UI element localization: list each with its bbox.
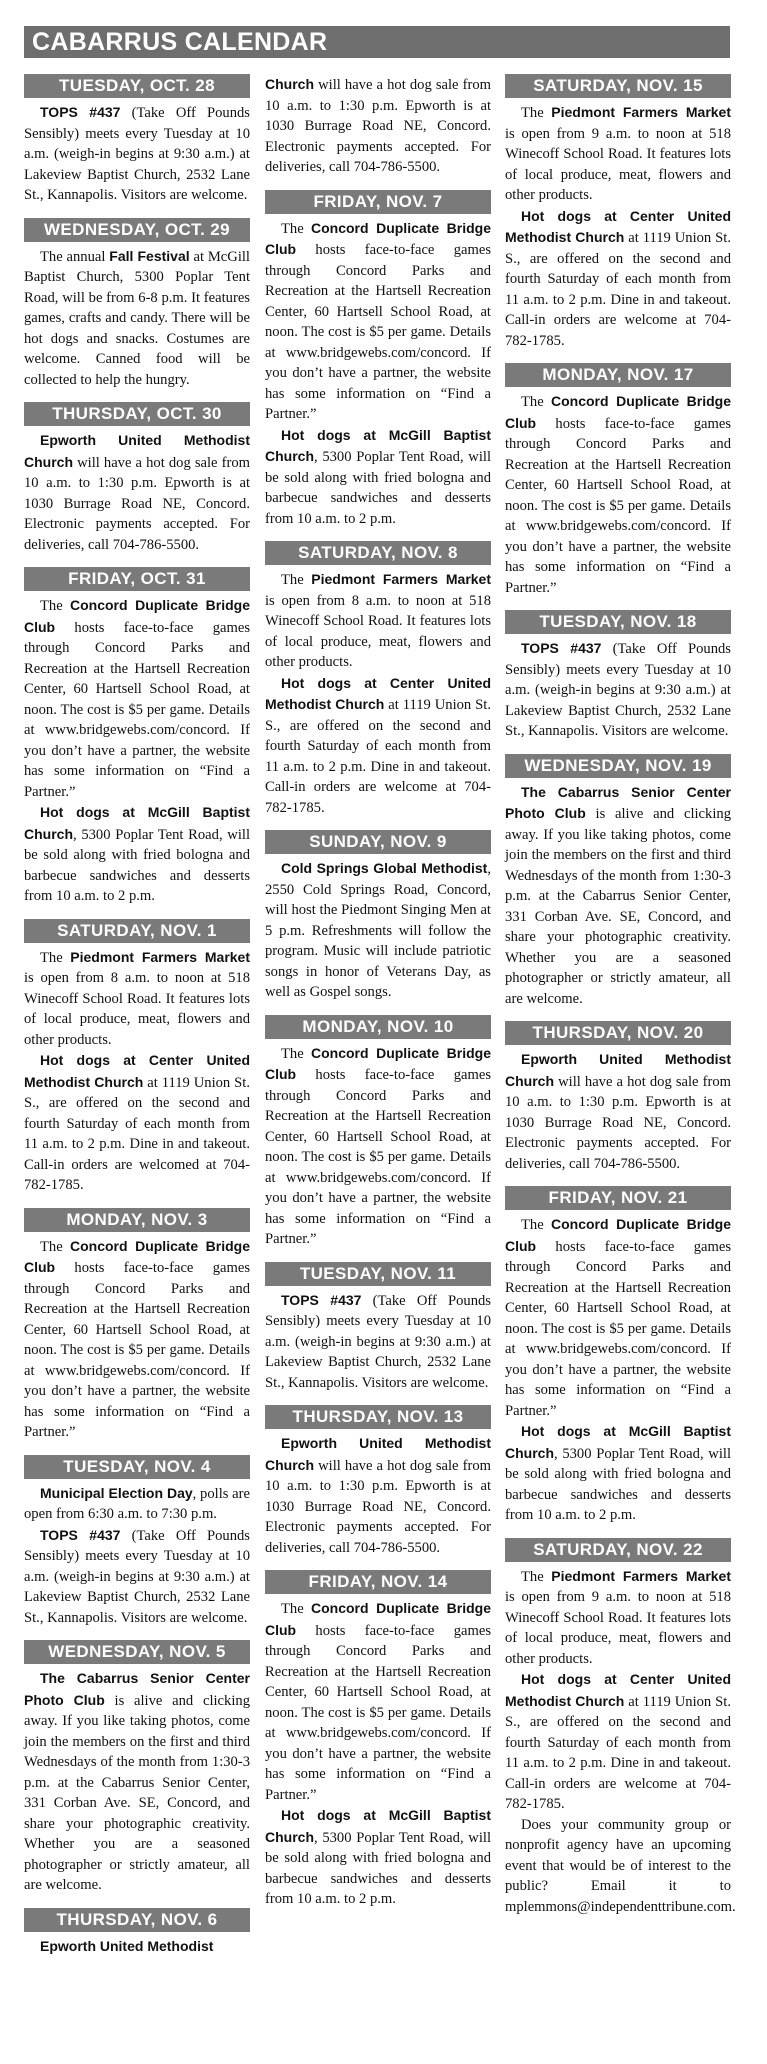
event-paragraph xyxy=(24,802,250,907)
day-heading: FRIDAY, NOV. 21 xyxy=(505,1186,731,1210)
event-details: hosts face-to-face games through Concord Parks and Recreation at the Hartsell Recreation Center, 60 Hartsell School Road, at noon. The cost is $5 per game. Details at www.bridgewebs.com/concord. If you don’t have a partner, the website has some information on “Find a Partner.” xyxy=(24,619,250,800)
event-name: Concord Duplicate Bridge Club xyxy=(265,1044,491,1082)
event-paragraph xyxy=(24,1483,250,1525)
event-name: Concord Duplicate Bridge Club xyxy=(265,219,491,257)
event-lead-text: The xyxy=(40,1238,70,1255)
calendar-entry xyxy=(24,919,250,1196)
calendar-masthead: CABARRUS CALENDAR xyxy=(24,26,730,58)
event-name: Concord Duplicate Bridge Club xyxy=(265,1600,491,1638)
day-heading: THURSDAY, NOV. 20 xyxy=(505,1021,731,1045)
event-name: Piedmont Farmers Market xyxy=(551,104,731,120)
calendar-entry xyxy=(265,1262,491,1394)
event-details: at McGill Baptist Church, 5300 Poplar Tent Road, will be from 6-8 p.m. It features games, crafts and candy. There will be hot dogs and snacks. Costumes are welcome. Canned food will be collected to help the hungry. xyxy=(24,248,250,388)
event-name: Hot dogs at Center United Methodist Church xyxy=(265,674,491,712)
calendar-entry xyxy=(24,1908,250,1958)
day-heading: FRIDAY, NOV. 14 xyxy=(265,1570,491,1594)
event-details: at 1119 Union St. S., are offered on the second and fourth Saturday of each month from 11 a.m. to 2 p.m. Dine in and takeout. Call-in orders are welcome at 704-782-1785. xyxy=(505,1693,731,1812)
day-heading: MONDAY, NOV. 3 xyxy=(24,1208,250,1232)
event-details: will have a hot dog sale from 10 a.m. to 1:30 p.m. Epworth is at 1030 Burrage Road NE, Concord. Electronic payments accepted. For deliveries, call 704-786-5500. xyxy=(505,1073,731,1172)
event-name: Municipal Election Day xyxy=(40,1484,193,1501)
event-lead-text: The annual xyxy=(40,248,110,265)
day-heading: FRIDAY, NOV. 7 xyxy=(265,190,491,214)
event-paragraph xyxy=(265,1433,491,1558)
event-lead-text: The xyxy=(40,598,70,614)
event-paragraph xyxy=(24,1525,250,1629)
event-lead-text: The xyxy=(521,105,552,121)
event-paragraph xyxy=(265,74,491,178)
day-heading: THURSDAY, NOV. 13 xyxy=(265,1405,491,1429)
event-paragraph xyxy=(24,430,250,555)
column-2 xyxy=(265,74,491,1922)
calendar-entry xyxy=(505,754,731,1010)
event-name: Hot dogs at McGill Baptist Church xyxy=(505,1423,731,1461)
event-paragraph xyxy=(24,1668,250,1896)
event-name: Church xyxy=(265,76,314,92)
calendar-entry xyxy=(505,1021,731,1174)
event-name: Piedmont Farmers Market xyxy=(551,1567,731,1584)
day-heading: SATURDAY, NOV. 15 xyxy=(505,74,731,98)
event-lead-text: The xyxy=(281,1045,311,1062)
event-details: at 1119 Union St. S., are offered on the second and fourth Saturday of each month from 11 a.m. to 2 p.m. Dine in and takeout. Call-in orders are welcomed at 704-782-1785. xyxy=(24,1074,250,1193)
day-heading: WEDNESDAY, NOV. 19 xyxy=(505,754,731,778)
day-heading: TUESDAY, OCT. 28 xyxy=(24,74,250,98)
event-paragraph xyxy=(505,1815,736,1918)
day-heading: SUNDAY, NOV. 9 xyxy=(265,830,491,854)
event-paragraph xyxy=(265,218,491,425)
event-details: at 1119 Union St. S., are offered on the second and fourth Saturday of each month from 11 a.m. to 2 p.m. Dine in and takeout. Call-in orders are welcome at 704-782-1785. xyxy=(505,230,731,349)
calendar-entry xyxy=(265,1570,491,1910)
calendar-entry xyxy=(265,541,491,818)
event-lead-text: The xyxy=(521,1217,551,1233)
event-paragraph xyxy=(505,1214,731,1421)
event-paragraph xyxy=(265,1290,491,1394)
event-paragraph xyxy=(505,1421,731,1526)
event-name: Hot dogs at McGill Baptist Church xyxy=(265,1807,491,1845)
event-name: Hot dogs at McGill Baptist Church xyxy=(24,804,250,842)
event-name: Concord Duplicate Bridge Club xyxy=(24,597,250,635)
calendar-entry xyxy=(24,74,250,206)
event-details: , 5300 Poplar Tent Road, will be sold along with fried bologna and barbecue sandwiches and desserts from 10 a.m. to 2 p.m. xyxy=(24,826,250,904)
event-details: hosts face-to-face games through Concord Parks and Recreation at the Hartsell Recreation Center, 60 Hartsell School Road, at noon. The cost is $5 per game. Details at www.bridgewebs.com/concord. If you don’t have a partner, the website has some information on “Find a Partner.” xyxy=(505,415,731,596)
event-name: TOPS #437 xyxy=(40,1526,121,1543)
calendar-entry xyxy=(24,567,250,907)
calendar-entry xyxy=(24,1640,250,1896)
event-details: is open from 8 a.m. to noon at 518 Winecoff School Road. It features lots of local produce, meat, flowers and other products. xyxy=(265,592,491,670)
column-1 xyxy=(24,74,250,1969)
event-name: Hot dogs at Center United Methodist Church xyxy=(505,207,731,245)
event-paragraph xyxy=(265,425,491,530)
calendar-entry xyxy=(265,190,491,530)
event-paragraph xyxy=(24,1936,250,1958)
event-name: TOPS #437 xyxy=(521,640,602,656)
event-paragraph xyxy=(24,1050,250,1196)
event-details: is open from 8 a.m. to noon at 518 Winecoff School Road. It features lots of local produce, meat, flowers and other products. xyxy=(24,970,250,1048)
day-heading: WEDNESDAY, OCT. 29 xyxy=(24,218,250,242)
event-name: Hot dogs at McGill Baptist Church xyxy=(265,426,491,464)
event-paragraph xyxy=(505,102,731,206)
event-name: Epworth United Methodist xyxy=(40,1937,214,1954)
day-heading: THURSDAY, NOV. 6 xyxy=(24,1908,250,1932)
event-lead-text: The xyxy=(281,220,311,237)
day-heading: TUESDAY, NOV. 4 xyxy=(24,1455,250,1479)
calendar-entry xyxy=(505,610,731,742)
event-name: Concord Duplicate Bridge Club xyxy=(505,1216,731,1254)
event-name: Epworth United Methodist Church xyxy=(505,1051,731,1089)
day-heading: WEDNESDAY, NOV. 5 xyxy=(24,1640,250,1664)
calendar-entry xyxy=(24,218,250,391)
event-details: , polls are open from 6:30 a.m. to 7:30 p.m. xyxy=(24,1485,250,1522)
event-details: (Take Off Pounds Sensibly) meets every Tuesday at 10 a.m. (weigh-in begins at 9:30 a.m.) at Lakeview Baptist Church, 2532 Lane St., Kannapolis. Visitors are welcome. xyxy=(24,105,250,203)
calendar-entry xyxy=(505,1186,731,1526)
event-paragraph xyxy=(24,595,250,802)
event-details: Does your community group or nonprofit agency have an upcoming event that would be of interest to the public? Email it to mplemmons@independenttribune.com. xyxy=(505,1816,736,1915)
day-heading: TUESDAY, NOV. 18 xyxy=(505,610,731,634)
event-details: at 1119 Union St. S., are offered on the second and fourth Saturday of each month from 11 a.m. to 2 p.m. Dine in and takeout. Call-in orders are welcome at 704-782-1785. xyxy=(265,697,491,816)
day-heading: MONDAY, NOV. 17 xyxy=(505,363,731,387)
event-paragraph xyxy=(265,858,491,1003)
day-heading: MONDAY, NOV. 10 xyxy=(265,1015,491,1039)
calendar-entry xyxy=(265,1015,491,1250)
event-name: TOPS #437 xyxy=(281,1291,362,1308)
event-details: , 2550 Cold Springs Road, Concord, will host the Piedmont Singing Men at 5 p.m. Refreshments will follow the program. Music will include patriotic songs in honor of Veterans Day, as well as Gospel songs. xyxy=(265,861,491,1000)
event-details: hosts face-to-face games through Concord Parks and Recreation at the Hartsell Recreation Center, 60 Hartsell School Road, at noon. The cost is $5 per game. Details at www.bridgewebs.com/concord. If you don’t have a partner, the website has some information on “Find a Partner.” xyxy=(24,1260,250,1440)
day-heading: THURSDAY, OCT. 30 xyxy=(24,402,250,426)
event-paragraph xyxy=(265,1805,491,1910)
day-heading: SATURDAY, NOV. 1 xyxy=(24,919,250,943)
event-paragraph xyxy=(505,1566,731,1670)
event-details: , 5300 Poplar Tent Road, will be sold along with fried bologna and barbecue sandwiches and desserts from 10 a.m. to 2 p.m. xyxy=(265,1829,491,1907)
event-paragraph xyxy=(505,391,731,598)
event-paragraph xyxy=(24,1236,250,1443)
event-details: , 5300 Poplar Tent Road, will be sold along with fried bologna and barbecue sandwiches and desserts from 10 a.m. to 2 p.m. xyxy=(505,1445,731,1523)
event-name: Concord Duplicate Bridge Club xyxy=(24,1237,250,1275)
event-details: is open from 9 a.m. to noon at 518 Winecoff School Road. It features lots of local produce, meat, flowers and other products. xyxy=(505,1589,731,1667)
event-details: is alive and clicking away. If you like taking photos, come join the members on the first and third Wednesdays of the month from 1:30-3 p.m. at the Cabarrus Senior Center, 331 Corban Ave. SE, Concord, and share your photographic creativity. Whether you are a seasoned photographer or strictly amateur, all are welcome. xyxy=(24,1692,250,1893)
event-paragraph xyxy=(505,638,731,742)
event-paragraph xyxy=(24,246,250,391)
event-name: Hot dogs at Center United Methodist Church xyxy=(505,1671,731,1709)
event-paragraph xyxy=(505,206,731,352)
calendar-entry xyxy=(265,74,491,178)
event-name: Piedmont Farmers Market xyxy=(70,948,250,965)
event-details: will have a hot dog sale from 10 a.m. to 1:30 p.m. Epworth is at 1030 Burrage Road NE, Concord. Electronic payments accepted. For deliveries, call 704-786-5500. xyxy=(24,454,250,553)
calendar-entry xyxy=(24,402,250,555)
calendar-entry xyxy=(505,1538,736,1918)
event-name: Concord Duplicate Bridge Club xyxy=(505,393,731,431)
event-details: hosts face-to-face games through Concord Parks and Recreation at the Hartsell Recreation Center, 60 Hartsell School Road, at noon. The cost is $5 per game. Details at www.bridgewebs.com/concord. If you don’t have a partner, the website has some information on “Find a Partner.” xyxy=(265,1067,491,1247)
event-details: is open from 9 a.m. to noon at 518 Winecoff School Road. It features lots of local produce, meat, flowers and other products. xyxy=(505,125,731,203)
event-name: Cold Springs Global Methodist xyxy=(281,860,488,876)
calendar-entry xyxy=(24,1455,250,1629)
event-paragraph xyxy=(24,947,250,1051)
event-details: (Take Off Pounds Sensibly) meets every Tuesday at 10 a.m. (weigh-in begins at 9:30 a.m.) at Lakeview Baptist Church, 2532 Lane St., Kannapolis. Visitors are welcome. xyxy=(505,641,731,739)
event-details: (Take Off Pounds Sensibly) meets every Tuesday at 10 a.m. (weigh-in begins at 9:30 a.m.) at Lakeview Baptist Church, 2532 Lane St., Kannapolis. Visitors are welcome. xyxy=(24,1527,250,1626)
event-details: , 5300 Poplar Tent Road, will be sold along with fried bologna and barbecue sandwiches and desserts from 10 a.m. to 2 p.m. xyxy=(265,449,491,527)
event-paragraph xyxy=(24,102,250,206)
column-3 xyxy=(505,74,736,1929)
event-name: TOPS #437 xyxy=(40,104,121,120)
event-paragraph xyxy=(265,569,491,673)
event-lead-text: The xyxy=(281,1601,311,1617)
event-paragraph xyxy=(505,782,731,1010)
day-heading: SATURDAY, NOV. 22 xyxy=(505,1538,731,1562)
event-name: Fall Festival xyxy=(109,247,190,264)
event-name: The Cabarrus Senior Center Photo Club xyxy=(24,1670,250,1708)
event-name: Epworth United Methodist Church xyxy=(265,1435,491,1473)
event-lead-text: The xyxy=(40,949,71,966)
event-paragraph xyxy=(505,1049,731,1174)
event-name: Piedmont Farmers Market xyxy=(311,571,491,587)
calendar-entry xyxy=(265,830,491,1003)
event-paragraph xyxy=(265,1598,491,1805)
event-name: Epworth United Methodist Church xyxy=(24,432,250,470)
calendar-entry xyxy=(265,1405,491,1558)
event-lead-text: The xyxy=(521,1568,552,1585)
event-details: will have a hot dog sale from 10 a.m. to 1:30 p.m. Epworth is at 1030 Burrage Road NE, Concord. Electronic payments accepted. For deliveries, call 704-786-5500. xyxy=(265,1457,491,1556)
event-details: (Take Off Pounds Sensibly) meets every Tuesday at 10 a.m. (weigh-in begins at 9:30 a.m.) at Lakeview Baptist Church, 2532 Lane St., Kannapolis. Visitors are welcome. xyxy=(265,1292,491,1391)
calendar-entry xyxy=(505,363,731,598)
event-paragraph xyxy=(265,1043,491,1250)
day-heading: SATURDAY, NOV. 8 xyxy=(265,541,491,565)
event-lead-text: The xyxy=(281,572,312,588)
event-name: Hot dogs at Center United Methodist Church xyxy=(24,1052,250,1090)
event-details: is alive and clicking away. If you like taking photos, come join the members on the first and third Wednesdays of the month from 1:30-3 p.m. at the Cabarrus Senior Center, 331 Corban Ave. SE, Concord, and share your photographic creativity. Whether you are a seasoned photographer or strictly amateur, all are welcome. xyxy=(505,806,731,1007)
event-name: The Cabarrus Senior Center Photo Club xyxy=(505,783,731,821)
event-details: hosts face-to-face games through Concord Parks and Recreation at the Hartsell Recreation Center, 60 Hartsell School Road, at noon. The cost is $5 per game. Details at www.bridgewebs.com/concord. If you don’t have a partner, the website has some information on “Find a Partner.” xyxy=(265,242,491,422)
event-paragraph xyxy=(265,673,491,819)
calendar-entry xyxy=(505,74,731,351)
event-details: hosts face-to-face games through Concord Parks and Recreation at the Hartsell Recreation Center, 60 Hartsell School Road, at noon. The cost is $5 per game. Details at www.bridgewebs.com/concord. If you don’t have a partner, the website has some information on “Find a Partner.” xyxy=(505,1238,731,1419)
event-details: hosts face-to-face games through Concord Parks and Recreation at the Hartsell Recreation Center, 60 Hartsell School Road, at noon. The cost is $5 per game. Details at www.bridgewebs.com/concord. If you don’t have a partner, the website has some information on “Find a Partner.” xyxy=(265,1622,491,1803)
event-paragraph xyxy=(505,1669,731,1815)
day-heading: TUESDAY, NOV. 11 xyxy=(265,1262,491,1286)
day-heading: FRIDAY, OCT. 31 xyxy=(24,567,250,591)
calendar-entry xyxy=(24,1208,250,1443)
event-lead-text: The xyxy=(521,394,551,410)
event-details: will have a hot dog sale from 10 a.m. to 1:30 p.m. Epworth is at 1030 Burrage Road NE, Concord. Electronic payments accepted. For deliveries, call 704-786-5500. xyxy=(265,77,491,175)
